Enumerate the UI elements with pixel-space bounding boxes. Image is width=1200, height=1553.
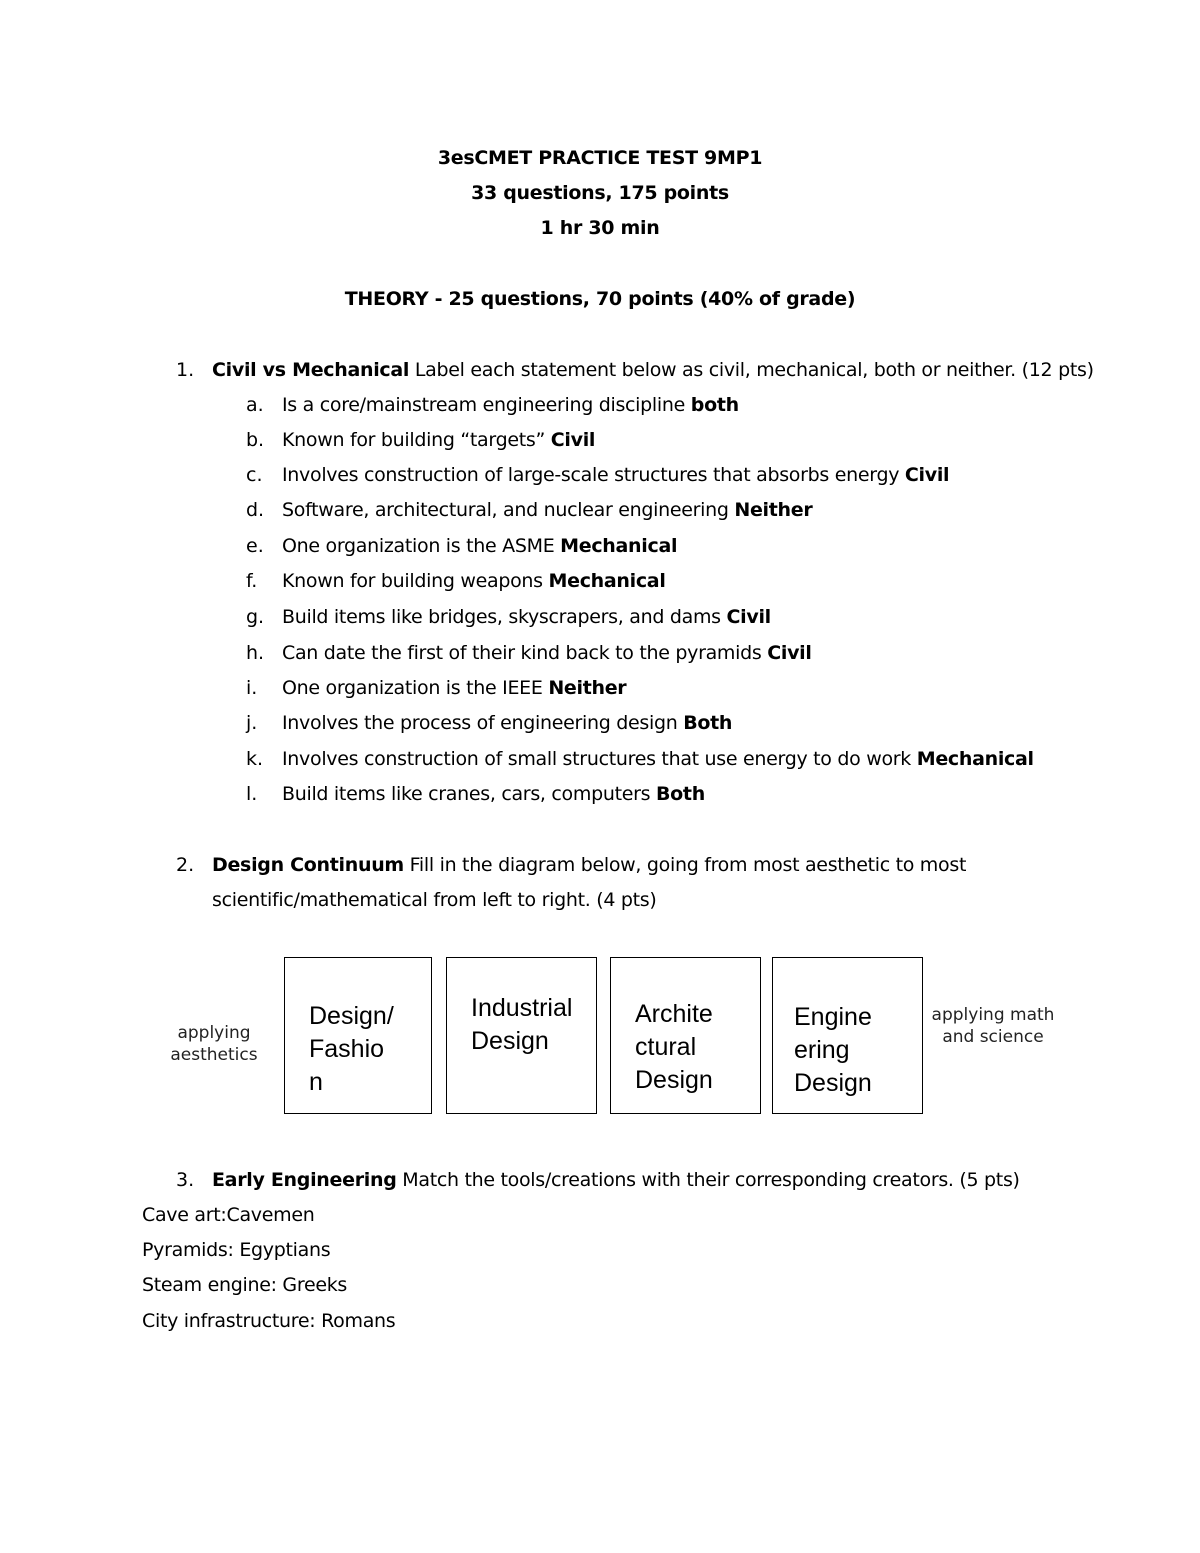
left-label-line: aesthetics: [170, 1045, 258, 1065]
item-statement: Build items like cranes, cars, computers: [282, 783, 656, 805]
item-letter: g.: [246, 606, 265, 628]
item-statement: Involves construction of small structures that use energy to do work: [282, 748, 917, 770]
question-1-title: Civil vs Mechanical: [212, 359, 410, 381]
box-text: Design/: [309, 1002, 394, 1030]
question-2-number: 2.: [176, 854, 195, 876]
item-letter: h.: [246, 642, 265, 664]
list-item: [282, 394, 739, 416]
item-letter: b.: [246, 429, 265, 451]
question-1-prompt: Label each statement below as civil, mechanical, both or neither. (12 pts): [409, 359, 1094, 381]
box-text: ering: [794, 1036, 850, 1064]
item-statement: Involves the process of engineering design: [282, 712, 684, 734]
continuum-right-label: [930, 1004, 1056, 1048]
item-letter: k.: [246, 748, 264, 770]
item-statement: One organization is the ASME: [282, 535, 561, 557]
continuum-box-3: [610, 957, 761, 1114]
list-item: [282, 606, 771, 628]
match-line: Cave art:Cavemen: [142, 1204, 315, 1226]
box-text: Design: [794, 1069, 872, 1097]
item-letter: d.: [246, 499, 265, 521]
question-2-title: Design Continuum: [212, 854, 404, 876]
question-3-stem: [212, 1169, 1020, 1191]
item-statement: One organization is the IEEE: [282, 677, 549, 699]
item-answer: Neither: [548, 677, 627, 699]
test-duration: 1 hr 30 min: [540, 217, 660, 239]
item-letter: a.: [246, 394, 264, 416]
item-statement: Known for building “targets”: [282, 429, 551, 451]
item-letter: c.: [246, 464, 263, 486]
item-letter: i.: [246, 677, 258, 699]
item-answer: Mechanical: [916, 748, 1034, 770]
item-letter: j.: [246, 712, 258, 734]
item-letter: e.: [246, 535, 264, 557]
item-statement: Can date the first of their kind back to the pyramids: [282, 642, 768, 664]
question-3-number: 3.: [176, 1169, 195, 1191]
list-item: [282, 499, 812, 521]
box-text: Design: [635, 1066, 713, 1094]
list-item: [282, 429, 595, 451]
item-answer: both: [690, 394, 739, 416]
list-item: [282, 535, 677, 557]
section-heading: THEORY - 25 questions, 70 points (40% of grade): [344, 288, 856, 310]
match-line: City infrastructure: Romans: [142, 1310, 396, 1332]
list-item: [282, 783, 705, 805]
item-answer: Both: [683, 712, 733, 734]
item-statement: Build items like bridges, skyscrapers, and dams: [282, 606, 727, 628]
item-statement: Known for building weapons: [282, 570, 549, 592]
item-answer: Civil: [726, 606, 771, 628]
box-text: Fashio: [309, 1035, 385, 1063]
question-2-stem: [212, 854, 966, 876]
box-text: Industrial: [471, 994, 573, 1022]
continuum-box-4: [772, 957, 923, 1114]
item-answer: Mechanical: [548, 570, 666, 592]
item-answer: Both: [655, 783, 705, 805]
list-item: [282, 748, 1034, 770]
question-1-stem: [212, 359, 1094, 381]
test-title: 3esCMET PRACTICE TEST 9MP1: [437, 147, 763, 169]
question-2-prompt-continued: scientific/mathematical from left to right. (4 pts): [212, 889, 657, 911]
box-text: Archite: [635, 1000, 713, 1028]
test-summary: 33 questions, 175 points: [471, 182, 729, 204]
item-answer: Civil: [904, 464, 950, 486]
right-label-line: applying math: [931, 1005, 1055, 1025]
question-1-number: 1.: [176, 359, 195, 381]
item-answer: Mechanical: [560, 535, 678, 557]
question-2-prompt: Fill in the diagram below, going from most aesthetic to most: [403, 854, 967, 876]
list-item: [282, 570, 666, 592]
question-3-prompt: Match the tools/creations with their corresponding creators. (5 pts): [396, 1169, 1020, 1191]
list-item: [282, 464, 949, 486]
right-label-line: and science: [942, 1027, 1044, 1047]
box-text: n: [309, 1068, 323, 1096]
item-answer: Civil: [550, 429, 596, 451]
question-3-title: Early Engineering: [212, 1169, 397, 1191]
item-statement: Involves construction of large-scale structures that absorbs energy: [282, 464, 905, 486]
box-text: Design: [471, 1027, 549, 1055]
match-line: Pyramids: Egyptians: [142, 1239, 331, 1261]
continuum-left-label: [168, 1022, 260, 1066]
item-letter: l.: [246, 783, 258, 805]
continuum-box-1: [284, 957, 432, 1114]
box-text: ctural: [635, 1033, 697, 1061]
box-text: Engine: [794, 1003, 872, 1031]
continuum-box-2: [446, 957, 597, 1114]
item-answer: Neither: [734, 499, 813, 521]
match-line: Steam engine: Greeks: [142, 1274, 348, 1296]
left-label-line: applying: [177, 1023, 251, 1043]
item-statement: Is a core/mainstream engineering discipline: [282, 394, 691, 416]
list-item: [282, 642, 812, 664]
list-item: [282, 677, 626, 699]
item-statement: Software, architectural, and nuclear engineering: [282, 499, 735, 521]
item-answer: Civil: [767, 642, 812, 664]
list-item: [282, 712, 732, 734]
item-letter: f.: [246, 570, 258, 592]
